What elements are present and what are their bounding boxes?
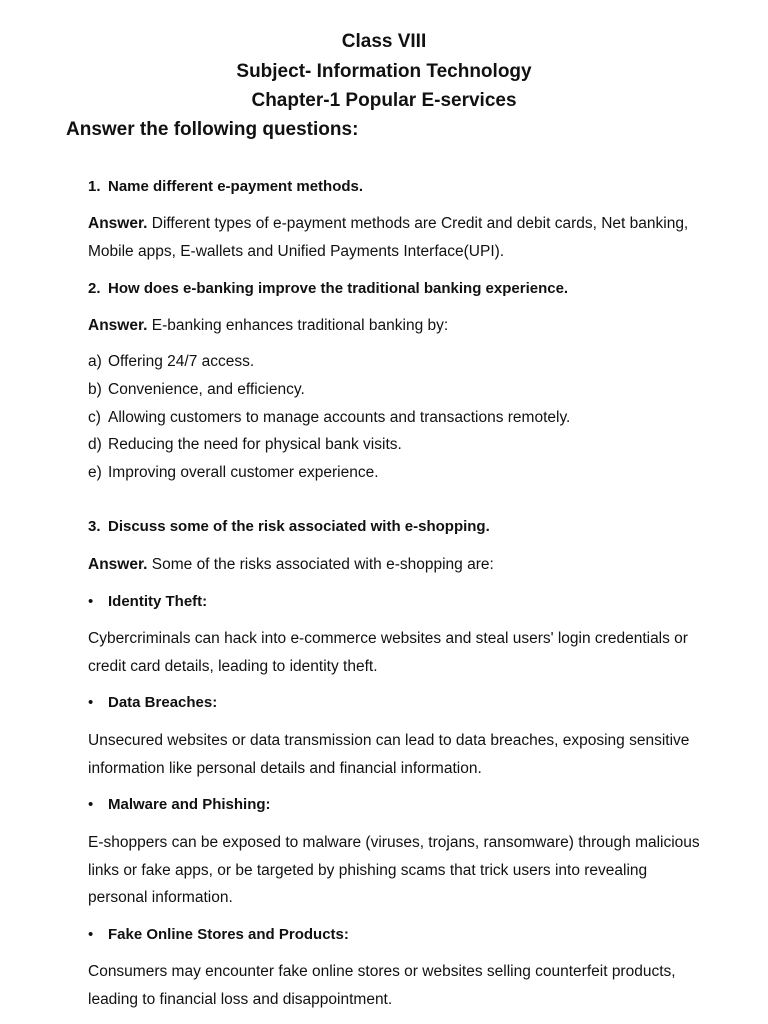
list-item — [88, 352, 254, 372]
risk-description-fake-stores: Consumers may encounter fake online stores or websites selling counterfeit products, leading to financial loss and disappointment. — [88, 963, 676, 1008]
risk-title: Identity Theft: — [108, 593, 208, 610]
answer-label: Answer. — [88, 556, 148, 573]
list-text: Allowing customers to manage accounts and transactions remotely. — [108, 409, 571, 426]
list-marker: a) — [88, 353, 102, 370]
risk-heading-data-breaches — [88, 693, 217, 713]
question-number: 1. — [88, 178, 101, 195]
risk-title: Data Breaches: — [108, 694, 218, 711]
list-marker: e) — [88, 464, 102, 481]
risk-description-malware-phishing: E-shoppers can be exposed to malware (viruses, trojans, ransomware) through malicious links or fake apps, or be targeted by phishing scams that trick users into revealing personal information. — [88, 834, 700, 906]
risk-description-data-breaches: Unsecured websites or data transmission can lead to data breaches, exposing sensitive information like personal details and financial information. — [88, 732, 690, 777]
question-text: Discuss some of the risk associated with e-shopping. — [108, 518, 490, 535]
bullet-marker: • — [88, 593, 94, 610]
bullet-marker: • — [88, 926, 94, 943]
answer-text: Different types of e-payment methods are Credit and debit cards, Net banking, Mobile apps, E-wallets and Unified Payments Interface(UPI). — [88, 215, 689, 260]
list-text: Improving overall customer experience. — [108, 464, 379, 481]
risk-description-identity-theft: Cybercriminals can hack into e-commerce websites and steal users' login credentials or credit card details, leading to identity theft. — [88, 630, 688, 675]
list-item — [88, 408, 570, 428]
question-3 — [88, 517, 490, 537]
list-marker: c) — [88, 409, 101, 426]
subject-title: Subject- Information Technology — [236, 61, 532, 82]
risk-title: Fake Online Stores and Products: — [108, 926, 349, 943]
answer-label: Answer. — [88, 317, 148, 334]
question-text: How does e-banking improve the traditional banking experience. — [108, 280, 569, 297]
class-title: Class VIII — [341, 31, 427, 52]
bullet-marker: • — [88, 694, 94, 711]
chapter-title: Chapter-1 Popular E-services — [251, 90, 517, 111]
list-marker: d) — [88, 436, 102, 453]
list-text: Offering 24/7 access. — [108, 353, 255, 370]
list-item — [88, 463, 379, 483]
question-number: 2. — [88, 280, 101, 297]
list-text: Reducing the need for physical bank visits. — [108, 436, 402, 453]
question-text: Name different e-payment methods. — [108, 178, 364, 195]
question-1 — [88, 177, 363, 197]
answer-text: E-banking enhances traditional banking by: — [151, 317, 449, 334]
answer-3 — [88, 551, 708, 579]
question-number: 3. — [88, 518, 101, 535]
risk-heading-fake-stores — [88, 925, 349, 945]
answer-label: Answer. — [88, 215, 148, 232]
list-marker: b) — [88, 381, 102, 398]
bullet-marker: • — [88, 796, 94, 813]
instruction-heading: Answer the following questions: — [66, 119, 359, 140]
risk-title: Malware and Phishing: — [108, 796, 271, 813]
risk-heading-identity-theft — [88, 592, 207, 612]
list-text: Convenience, and efficiency. — [108, 381, 305, 398]
risk-heading-malware-phishing — [88, 795, 271, 815]
list-item — [88, 435, 402, 455]
answer-1 — [88, 210, 708, 265]
answer-text: Some of the risks associated with e-shopping are: — [151, 556, 494, 573]
list-item — [88, 380, 305, 400]
answer-2 — [88, 312, 708, 340]
question-2 — [88, 279, 568, 299]
